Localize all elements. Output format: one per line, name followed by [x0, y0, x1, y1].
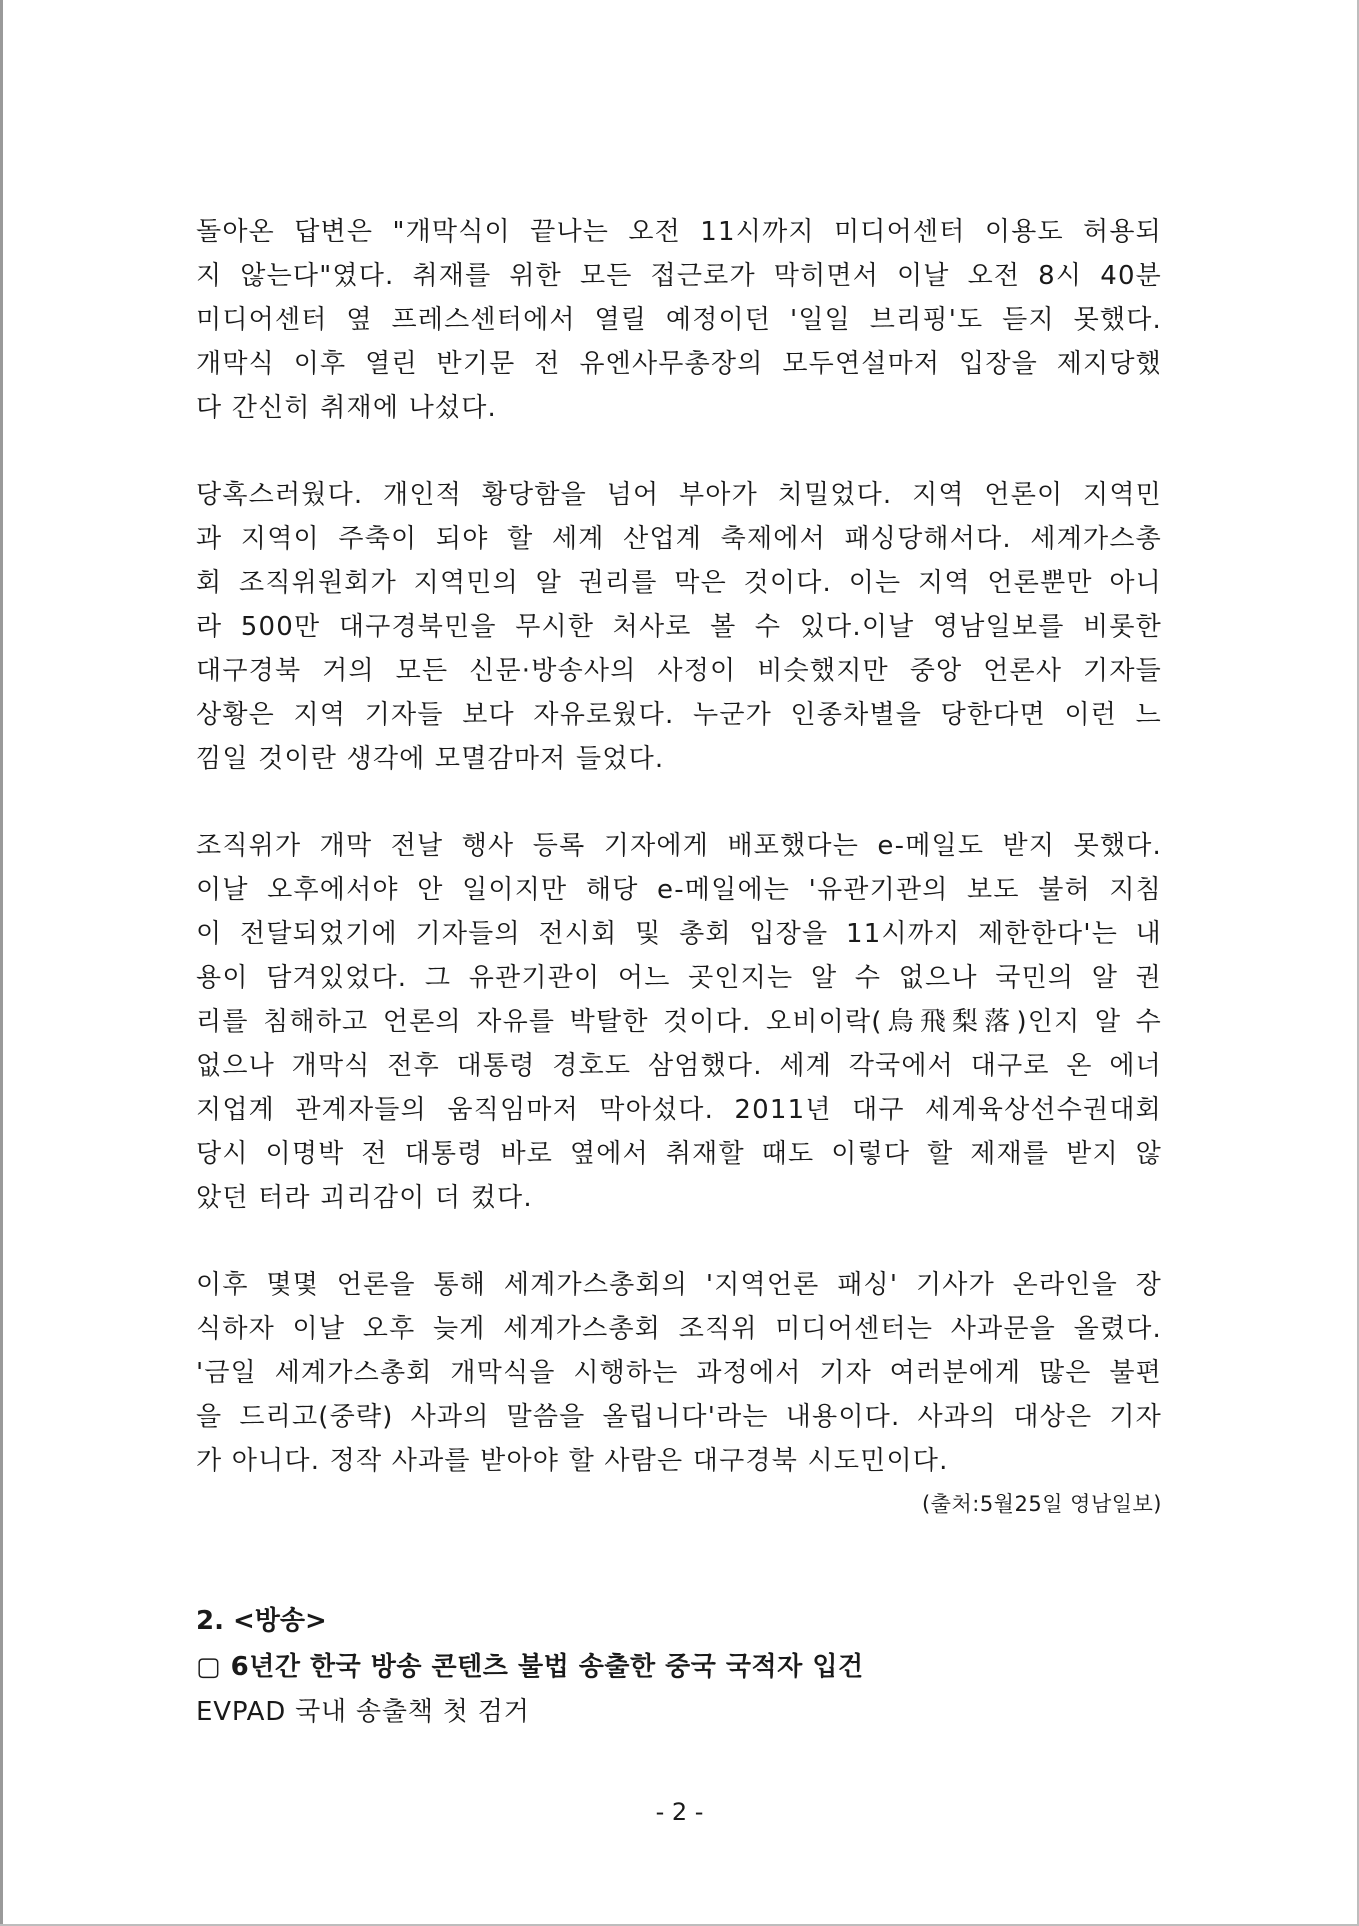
paragraph-line: 대구경북 거의 모든 신문·방송사의 사정이 비슷했지만 중앙 언론사 기자들: [196, 656, 1162, 686]
body-text: [196, 210, 1162, 1526]
paragraph-line: 미디어센터 옆 프레스센터에서 열릴 예정이던 '일일 브리핑'도 듣지 못했다.: [196, 305, 1162, 335]
paragraph-1: [196, 210, 1162, 430]
paragraph-line: 과 지역이 주축이 되야 할 세계 산업계 축제에서 패싱당해서다. 세계가스총: [196, 524, 1162, 554]
paragraph-line: 이 전달되었기에 기자들의 전시회 및 총회 입장을 11시까지 제한한다'는 내: [196, 919, 1162, 949]
article-subtitle: EVPAD 국내 송출책 첫 검거: [196, 1697, 530, 1727]
paragraph-line: 식하자 이날 오후 늦게 세계가스총회 조직위 미디어센터는 사과문을 올렸다.: [196, 1314, 1162, 1344]
paragraph-line: 당혹스러웠다. 개인적 황당함을 넘어 부아가 치밀었다. 지역 언론이 지역민: [196, 480, 1162, 510]
article-title: ▢ 6년간 한국 방송 콘텐츠 불법 송출한 중국 국적자 입건: [196, 1652, 864, 1682]
paragraph-line: 당시 이명박 전 대통령 바로 옆에서 취재할 때도 이렇다 할 제재를 받지 않: [196, 1139, 1162, 1169]
page-left-edge: [0, 0, 3, 1926]
paragraph-line: 다 간신히 취재에 나섰다.: [196, 393, 498, 423]
paragraph-line: 개막식 이후 열린 반기문 전 유엔사무총장의 모두연설마저 입장을 제지당했: [196, 349, 1162, 379]
paragraph-line: 회 조직위원회가 지역민의 알 권리를 막은 것이다. 이는 지역 언론뿐만 아니: [196, 568, 1162, 598]
section-heading: 2. <방송>: [196, 1606, 327, 1636]
paragraph-line: 없으나 개막식 전후 대통령 경호도 삼엄했다. 세계 각국에서 대구로 온 에너: [196, 1051, 1162, 1081]
paragraph-line: 았던 터라 괴리감이 더 컸다.: [196, 1183, 533, 1213]
source-citation: (출처:5월25일 영남일보): [921, 1492, 1162, 1516]
paragraph-4: [196, 1263, 1162, 1483]
paragraph-line: 상황은 지역 기자들 보다 자유로웠다. 누군가 인종차별을 당한다면 이런 느: [196, 700, 1162, 730]
paragraph-line: 용이 담겨있었다. 그 유관기관이 어느 곳인지는 알 수 없으나 국민의 알 권: [196, 963, 1162, 993]
paragraph-line: 돌아온 답변은 "개막식이 끝나는 오전 11시까지 미디어센터 이용도 허용되: [196, 217, 1162, 247]
paragraph-line: 지업계 관계자들의 움직임마저 막아섰다. 2011년 대구 세계육상선수권대회: [196, 1095, 1162, 1125]
paragraph-3: [196, 824, 1162, 1220]
paragraph-line: 이날 오후에서야 안 일이지만 해당 e-메일에는 '유관기관의 보도 불허 지침: [196, 875, 1162, 905]
paragraph-line: 조직위가 개막 전날 행사 등록 기자에게 배포했다는 e-메일도 받지 못했다.: [196, 831, 1162, 861]
paragraph-line: 가 아니다. 정작 사과를 받아야 할 사람은 대구경북 시도민이다.: [196, 1446, 949, 1476]
paragraph-line: 지 않는다"였다. 취재를 위한 모든 접근로가 막히면서 이날 오전 8시 40분: [196, 261, 1162, 291]
paragraph-2: [196, 473, 1162, 781]
paragraph-line: 이후 몇몇 언론을 통해 세계가스총회의 '지역언론 패싱' 기사가 온라인을 장: [196, 1270, 1162, 1300]
paragraph-line: '금일 세계가스총회 개막식을 시행하는 과정에서 기자 여러분에게 많은 불편: [196, 1358, 1162, 1388]
paragraph-line: 라 500만 대구경북민을 무시한 처사로 볼 수 있다.이날 영남일보를 비롯한: [196, 612, 1162, 642]
paragraph-line: 을 드리고(중략) 사과의 말씀을 올립니다'라는 내용이다. 사과의 대상은 기자: [196, 1402, 1162, 1432]
paragraph-line: 낌일 것이란 생각에 모멸감마저 들었다.: [196, 744, 665, 774]
paragraph-line: 리를 침해하고 언론의 자유를 박탈한 것이다. 오비이락(烏飛梨落)인지 알 수: [196, 1007, 1162, 1037]
page-number: - 2 -: [655, 1798, 704, 1826]
